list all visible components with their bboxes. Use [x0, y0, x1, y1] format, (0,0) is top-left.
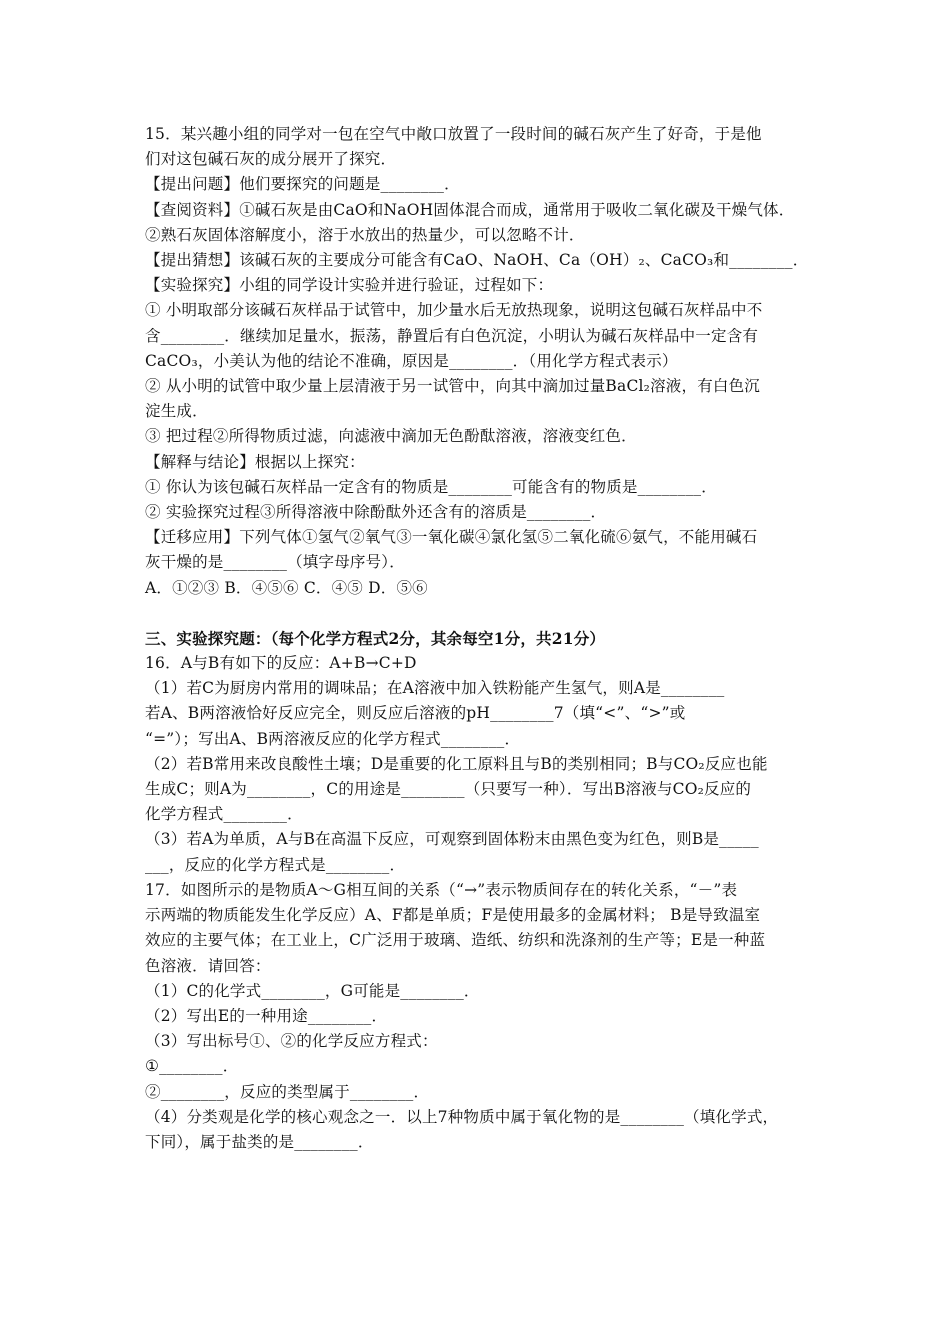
q16-line: （1）若C为厨房内常用的调味品；在A溶液中加入铁粉能产生氢气，则A是________: [145, 679, 725, 698]
q15-line: 们对这包碱石灰的成分展开了探究．: [145, 150, 397, 169]
section-spacer: [145, 601, 815, 626]
q15-line: 淀生成．: [145, 402, 208, 421]
q16-line: “=”）；写出A、B两溶液反应的化学方程式________．: [145, 729, 521, 748]
q17-line: （3）写出标号①、②的化学反应方程式：: [145, 1032, 438, 1051]
q15-line: ② 实验探究过程③所得溶液中除酚酞外还含有的溶质是________．: [145, 503, 607, 522]
q15-line: ②熟石灰固体溶解度小，溶于水放出的热量少，可以忽略不计．: [145, 225, 585, 244]
q15-line: CaCO₃，小美认为他的结论不准确，原因是________．（用化学方程式表示）: [145, 351, 678, 370]
q15-line: ① 你认为该包碱石灰样品一定含有的物质是________可能含有的物质是________．: [145, 477, 717, 496]
q17-line: ②________，反应的类型属于________．: [145, 1082, 430, 1101]
q17-line: （2）写出E的一种用途________．: [145, 1006, 388, 1025]
q15-line: 【实验探究】小组的同学设计实验并进行验证，过程如下：: [145, 276, 554, 295]
q15-line: 灰干燥的是________（填字母序号）．: [145, 553, 405, 572]
q17-line: 17．如图所示的是物质A～G相互间的关系（“→”表示物质间存在的转化关系，“－”表: [145, 880, 738, 899]
q16-line: 生成C；则A为________，C的用途是________（只要写一种）．写出B溶液与CO₂反应的: [145, 780, 752, 799]
q15-options: A．①②③ B．④⑤⑥ C．④⑤ D．⑤⑥: [145, 578, 428, 597]
q17-line: 示两端的物质能发生化学反应）A、F都是单质；F是使用最多的金属材料； B是导致温室: [145, 906, 761, 925]
question-16: [145, 651, 815, 878]
q15-line: ① 小明取部分该碱石灰样品于试管中，加少量水后无放热现象，说明这包碱石灰样品中不: [145, 301, 763, 320]
q15-line: 【提出猜想】该碱石灰的主要成分可能含有CaO、NaOH、Ca（OH）₂、CaCO₃和________．: [145, 251, 809, 270]
q15-line: ③ 把过程②所得物质过滤，向滤液中滴加无色酚酞溶液，溶液变红色．: [145, 427, 637, 446]
exam-content: [145, 122, 815, 1155]
q16-line: ___，反应的化学方程式是________．: [145, 855, 406, 874]
question-17: [145, 878, 815, 1155]
q17-line: （4）分类观是化学的核心观念之一．以上7种物质中属于氧化物的是________（填化学式，: [145, 1107, 779, 1126]
q16-line: 若A、B两溶液恰好反应完全，则反应后溶液的pH________7（填“<”、“>”或: [145, 704, 686, 723]
q15-line: 【迁移应用】下列气体①氢气②氧气③一氧化碳④氯化氢⑤二氧化硫⑥氨气，不能用碱石: [145, 528, 758, 547]
section-3-title: 三、实验探究题：（每个化学方程式2分，其余每空1分，共21分）: [145, 628, 606, 648]
q15-line: ② 从小明的试管中取少量上层清液于另一试管中，向其中滴加过量BaCl₂溶液，有白色沉: [145, 377, 760, 396]
q15-line: 【查阅资料】①碱石灰是由CaO和NaOH固体混合而成，通常用于吸收二氧化碳及干燥气体．: [145, 200, 795, 219]
q17-line: 下同），属于盐类的是________．: [145, 1132, 374, 1151]
q17-line: （1）C的化学式________，G可能是________．: [145, 981, 480, 1000]
q17-line: 色溶液．请回答：: [145, 956, 271, 975]
q16-line: 化学方程式________．: [145, 805, 303, 824]
q16-line: （3）若A为单质，A与B在高温下反应，可观察到固体粉末由黑色变为红色，则B是_____: [145, 830, 759, 849]
q15-line: 含________．继续加足量水，振荡，静置后有白色沉淀，小明认为碱石灰样品中一定含有: [145, 326, 759, 345]
q15-line: 【解释与结论】根据以上探究：: [145, 452, 365, 471]
q15-line: 15．某兴趣小组的同学对一包在空气中敞口放置了一段时间的碱石灰产生了好奇，于是他: [145, 125, 762, 143]
q17-line: 效应的主要气体；在工业上，C广泛用于玻璃、造纸、纺织和洗涤剂的生产等；E是一种蓝: [145, 931, 766, 950]
q16-line: 16．A与B有如下的反应：A+B→C+D: [145, 654, 417, 673]
q15-line: 【提出问题】他们要探究的问题是________．: [145, 175, 460, 194]
q16-line: （2）若B常用来改良酸性土壤；D是重要的化工原料且与B的类别相同；B与CO₂反应也能: [145, 754, 768, 773]
q17-line: ①________．: [145, 1057, 239, 1076]
question-15: [145, 122, 815, 601]
